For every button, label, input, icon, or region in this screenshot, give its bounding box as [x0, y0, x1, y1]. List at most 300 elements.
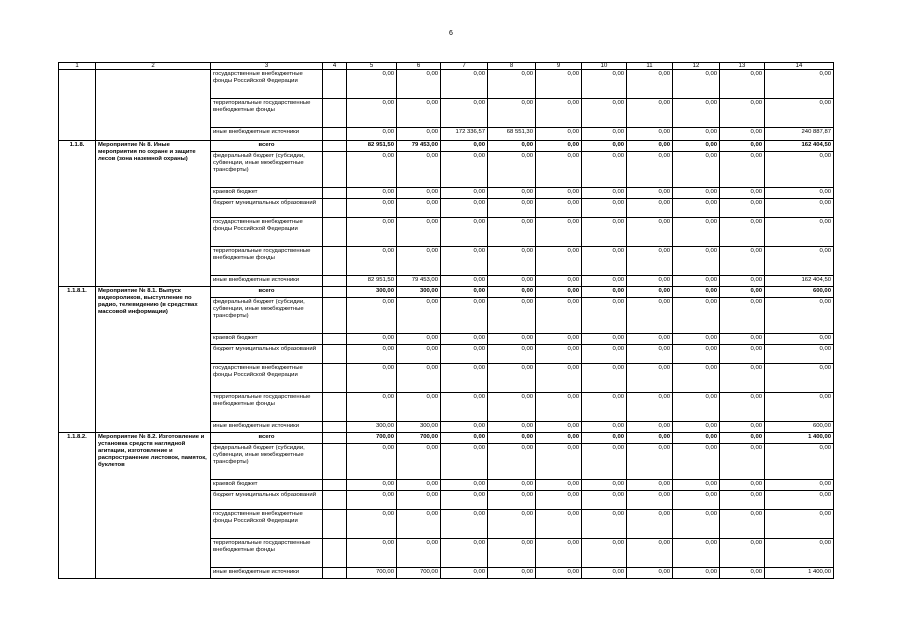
value-cell: 0,00	[673, 99, 720, 128]
value-cell: 0,00	[627, 298, 673, 334]
value-cell: 0,00	[347, 334, 397, 345]
value-cell: 0,00	[441, 491, 488, 510]
value-cell: 0,00	[488, 422, 536, 433]
value-cell: 0,00	[488, 539, 536, 568]
value-cell: 700,00	[347, 568, 397, 579]
value-cell: 0,00	[582, 345, 627, 364]
value-cell: 0,00	[582, 152, 627, 188]
value-cell: 0,00	[720, 298, 765, 334]
value-cell: 0,00	[536, 334, 582, 345]
value-cell: 0,00	[397, 364, 441, 393]
value-cell	[323, 199, 347, 218]
value-cell	[323, 491, 347, 510]
value-cell: 0,00	[720, 287, 765, 298]
value-cell: 0,00	[582, 276, 627, 287]
funding-source: государственные внебюджетные фонды Российской Федерации	[211, 70, 323, 99]
value-cell: 0,00	[720, 99, 765, 128]
value-cell: 0,00	[627, 480, 673, 491]
value-cell: 0,00	[347, 510, 397, 539]
value-cell: 0,00	[673, 491, 720, 510]
value-cell: 0,00	[673, 334, 720, 345]
value-cell: 0,00	[765, 199, 834, 218]
value-cell: 0,00	[627, 568, 673, 579]
value-cell: 0,00	[397, 152, 441, 188]
value-cell: 300,00	[347, 287, 397, 298]
value-cell: 0,00	[720, 444, 765, 480]
value-cell: 0,00	[488, 141, 536, 152]
value-cell: 0,00	[441, 444, 488, 480]
value-cell: 0,00	[488, 334, 536, 345]
value-cell: 0,00	[397, 444, 441, 480]
value-cell: 0,00	[673, 298, 720, 334]
value-cell	[323, 218, 347, 247]
value-cell: 0,00	[720, 276, 765, 287]
column-header-2: 2	[96, 63, 211, 70]
column-header-4: 4	[323, 63, 347, 70]
value-cell: 82 951,50	[347, 141, 397, 152]
value-cell: 300,00	[347, 422, 397, 433]
funding-source: всего	[211, 287, 323, 298]
value-cell: 0,00	[488, 433, 536, 444]
value-cell: 0,00	[673, 539, 720, 568]
value-cell: 0,00	[765, 491, 834, 510]
value-cell: 0,00	[673, 345, 720, 364]
funding-source: иные внебюджетные источники	[211, 568, 323, 579]
value-cell: 0,00	[627, 364, 673, 393]
value-cell: 0,00	[582, 199, 627, 218]
value-cell: 0,00	[347, 70, 397, 99]
value-cell	[323, 128, 347, 141]
value-cell: 0,00	[627, 152, 673, 188]
value-cell: 0,00	[673, 188, 720, 199]
value-cell: 600,00	[765, 422, 834, 433]
value-cell: 0,00	[673, 152, 720, 188]
value-cell: 0,00	[536, 480, 582, 491]
value-cell: 0,00	[488, 491, 536, 510]
value-cell	[323, 433, 347, 444]
value-cell: 0,00	[627, 345, 673, 364]
value-cell: 0,00	[673, 393, 720, 422]
value-cell: 0,00	[627, 218, 673, 247]
funding-source: всего	[211, 141, 323, 152]
value-cell: 0,00	[720, 199, 765, 218]
value-cell: 0,00	[536, 491, 582, 510]
value-cell: 0,00	[441, 480, 488, 491]
value-cell: 0,00	[397, 345, 441, 364]
header-row	[59, 63, 834, 70]
value-cell: 240 887,87	[765, 128, 834, 141]
value-cell: 0,00	[441, 298, 488, 334]
value-cell: 0,00	[627, 99, 673, 128]
value-cell: 0,00	[441, 568, 488, 579]
value-cell: 0,00	[397, 199, 441, 218]
table-row	[59, 70, 834, 99]
value-cell: 0,00	[488, 345, 536, 364]
value-cell: 0,00	[765, 510, 834, 539]
column-header-14: 14	[765, 63, 834, 70]
value-cell: 0,00	[765, 152, 834, 188]
funding-source: федеральный бюджет (субсидии, субвенции, иные межбюджетные трансферты)	[211, 298, 323, 334]
value-cell: 0,00	[673, 218, 720, 247]
value-cell: 0,00	[441, 199, 488, 218]
value-cell: 0,00	[397, 539, 441, 568]
value-cell: 0,00	[673, 444, 720, 480]
value-cell	[323, 345, 347, 364]
funding-source: краевой бюджет	[211, 334, 323, 345]
column-header-1: 1	[59, 63, 96, 70]
activity-name: Мероприятие № 8.2. Изготовление и установка средств наглядной агитации, изготовление и распространение листовок, памяток, буклетов	[96, 433, 211, 579]
value-cell: 162 404,50	[765, 276, 834, 287]
value-cell: 0,00	[720, 141, 765, 152]
value-cell: 0,00	[765, 70, 834, 99]
value-cell	[323, 510, 347, 539]
funding-source: бюджет муниципальных образований	[211, 345, 323, 364]
funding-source: государственные внебюджетные фонды Российской Федерации	[211, 364, 323, 393]
value-cell	[323, 444, 347, 480]
value-cell	[323, 70, 347, 99]
value-cell: 0,00	[397, 298, 441, 334]
value-cell	[323, 539, 347, 568]
value-cell	[323, 298, 347, 334]
value-cell: 0,00	[441, 345, 488, 364]
value-cell: 1 400,00	[765, 568, 834, 579]
value-cell: 0,00	[536, 345, 582, 364]
column-header-11: 11	[627, 63, 673, 70]
value-cell: 0,00	[347, 247, 397, 276]
column-header-6: 6	[397, 63, 441, 70]
value-cell: 0,00	[536, 199, 582, 218]
value-cell: 0,00	[488, 218, 536, 247]
value-cell	[323, 188, 347, 199]
value-cell: 0,00	[397, 128, 441, 141]
value-cell: 0,00	[582, 539, 627, 568]
funding-source: иные внебюджетные источники	[211, 422, 323, 433]
value-cell: 600,00	[765, 287, 834, 298]
value-cell: 0,00	[627, 334, 673, 345]
value-cell: 0,00	[397, 188, 441, 199]
value-cell: 0,00	[627, 444, 673, 480]
value-cell: 0,00	[488, 480, 536, 491]
value-cell	[323, 247, 347, 276]
value-cell: 0,00	[720, 510, 765, 539]
value-cell: 0,00	[673, 510, 720, 539]
value-cell: 0,00	[488, 199, 536, 218]
value-cell: 0,00	[397, 480, 441, 491]
value-cell: 0,00	[488, 287, 536, 298]
value-cell: 0,00	[441, 393, 488, 422]
value-cell: 0,00	[627, 491, 673, 510]
column-header-7: 7	[441, 63, 488, 70]
value-cell: 0,00	[397, 491, 441, 510]
funding-source: краевой бюджет	[211, 188, 323, 199]
value-cell: 0,00	[720, 422, 765, 433]
value-cell: 0,00	[441, 70, 488, 99]
value-cell: 0,00	[673, 568, 720, 579]
value-cell: 0,00	[441, 152, 488, 188]
value-cell: 0,00	[627, 188, 673, 199]
table-row	[59, 287, 834, 298]
value-cell: 0,00	[441, 287, 488, 298]
value-cell: 0,00	[536, 276, 582, 287]
activity-name: Мероприятие № 8.1. Выпуск видеороликов, выступление по радио, телевидению (в средствах массовой информации)	[96, 287, 211, 433]
value-cell: 0,00	[582, 568, 627, 579]
value-cell: 0,00	[627, 393, 673, 422]
activity-name	[96, 70, 211, 141]
value-cell: 0,00	[673, 287, 720, 298]
value-cell: 0,00	[536, 444, 582, 480]
funding-source: федеральный бюджет (субсидии, субвенции, иные межбюджетные трансферты)	[211, 444, 323, 480]
value-cell: 0,00	[441, 188, 488, 199]
value-cell: 0,00	[627, 287, 673, 298]
value-cell: 0,00	[582, 444, 627, 480]
funding-source: краевой бюджет	[211, 480, 323, 491]
value-cell: 0,00	[582, 287, 627, 298]
value-cell: 0,00	[582, 141, 627, 152]
value-cell: 0,00	[627, 276, 673, 287]
value-cell: 0,00	[627, 199, 673, 218]
row-id: 1.1.8.1.	[59, 287, 96, 433]
value-cell: 0,00	[582, 70, 627, 99]
row-id: 1.1.8.	[59, 141, 96, 287]
value-cell: 0,00	[347, 128, 397, 141]
value-cell: 0,00	[765, 444, 834, 480]
column-header-5: 5	[347, 63, 397, 70]
value-cell: 0,00	[720, 70, 765, 99]
column-header-12: 12	[673, 63, 720, 70]
value-cell: 0,00	[536, 298, 582, 334]
value-cell: 0,00	[765, 99, 834, 128]
value-cell: 172 336,57	[441, 128, 488, 141]
activity-name: Мероприятие № 8. Иные мероприятия по охране и защите лесов (зона наземной охраны)	[96, 141, 211, 287]
value-cell: 0,00	[720, 334, 765, 345]
value-cell	[323, 393, 347, 422]
value-cell: 0,00	[488, 247, 536, 276]
value-cell: 700,00	[397, 433, 441, 444]
value-cell: 0,00	[582, 480, 627, 491]
funding-source: территориальные государственные внебюджетные фонды	[211, 247, 323, 276]
value-cell: 0,00	[582, 433, 627, 444]
value-cell: 0,00	[582, 393, 627, 422]
value-cell: 0,00	[441, 422, 488, 433]
value-cell: 0,00	[720, 345, 765, 364]
value-cell: 0,00	[441, 510, 488, 539]
value-cell: 0,00	[536, 287, 582, 298]
value-cell: 0,00	[582, 422, 627, 433]
column-header-3: 3	[211, 63, 323, 70]
value-cell: 0,00	[441, 141, 488, 152]
value-cell: 0,00	[536, 152, 582, 188]
value-cell: 0,00	[347, 199, 397, 218]
value-cell: 0,00	[347, 480, 397, 491]
value-cell: 0,00	[765, 218, 834, 247]
value-cell: 0,00	[536, 70, 582, 99]
value-cell: 0,00	[673, 276, 720, 287]
value-cell: 0,00	[673, 433, 720, 444]
value-cell: 0,00	[627, 70, 673, 99]
funding-source: иные внебюджетные источники	[211, 276, 323, 287]
value-cell: 0,00	[488, 364, 536, 393]
value-cell: 68 551,30	[488, 128, 536, 141]
value-cell: 0,00	[765, 334, 834, 345]
value-cell: 0,00	[582, 364, 627, 393]
value-cell: 0,00	[582, 188, 627, 199]
value-cell: 0,00	[397, 70, 441, 99]
value-cell: 0,00	[536, 510, 582, 539]
value-cell: 0,00	[627, 422, 673, 433]
value-cell	[323, 287, 347, 298]
value-cell: 0,00	[347, 218, 397, 247]
value-cell	[323, 364, 347, 393]
value-cell: 0,00	[347, 364, 397, 393]
value-cell: 0,00	[627, 510, 673, 539]
value-cell: 0,00	[441, 218, 488, 247]
value-cell: 0,00	[536, 393, 582, 422]
value-cell	[323, 141, 347, 152]
value-cell: 0,00	[720, 247, 765, 276]
value-cell: 0,00	[488, 568, 536, 579]
funding-source: территориальные государственные внебюджетные фонды	[211, 99, 323, 128]
value-cell: 0,00	[582, 491, 627, 510]
value-cell: 0,00	[627, 247, 673, 276]
value-cell: 0,00	[441, 539, 488, 568]
value-cell: 0,00	[397, 99, 441, 128]
value-cell: 0,00	[488, 298, 536, 334]
value-cell: 300,00	[397, 422, 441, 433]
value-cell: 0,00	[627, 128, 673, 141]
value-cell: 0,00	[720, 433, 765, 444]
value-cell: 0,00	[720, 188, 765, 199]
value-cell: 0,00	[536, 188, 582, 199]
column-header-13: 13	[720, 63, 765, 70]
value-cell: 0,00	[536, 364, 582, 393]
value-cell	[323, 152, 347, 188]
value-cell: 0,00	[765, 247, 834, 276]
value-cell: 0,00	[536, 433, 582, 444]
value-cell	[323, 276, 347, 287]
value-cell: 0,00	[765, 188, 834, 199]
row-id: 1.1.8.2.	[59, 433, 96, 579]
value-cell: 0,00	[582, 247, 627, 276]
value-cell: 0,00	[673, 128, 720, 141]
value-cell: 0,00	[720, 491, 765, 510]
funding-source: федеральный бюджет (субсидии, субвенции, иные межбюджетные трансферты)	[211, 152, 323, 188]
value-cell: 300,00	[397, 287, 441, 298]
value-cell: 0,00	[673, 70, 720, 99]
value-cell: 0,00	[488, 393, 536, 422]
budget-table	[58, 62, 834, 579]
value-cell: 1 400,00	[765, 433, 834, 444]
value-cell: 0,00	[720, 128, 765, 141]
value-cell: 0,00	[673, 364, 720, 393]
value-cell: 0,00	[397, 334, 441, 345]
value-cell	[323, 334, 347, 345]
value-cell: 0,00	[397, 510, 441, 539]
value-cell: 0,00	[720, 539, 765, 568]
value-cell	[323, 422, 347, 433]
value-cell: 0,00	[347, 393, 397, 422]
value-cell: 0,00	[582, 510, 627, 539]
value-cell: 0,00	[347, 99, 397, 128]
row-id	[59, 70, 96, 141]
value-cell: 0,00	[347, 188, 397, 199]
value-cell: 0,00	[347, 444, 397, 480]
value-cell: 0,00	[536, 247, 582, 276]
value-cell: 0,00	[536, 218, 582, 247]
value-cell: 0,00	[441, 364, 488, 393]
value-cell: 0,00	[765, 393, 834, 422]
funding-source: иные внебюджетные источники	[211, 128, 323, 141]
table-body	[59, 63, 834, 579]
value-cell: 0,00	[347, 345, 397, 364]
value-cell: 0,00	[582, 128, 627, 141]
value-cell: 0,00	[720, 393, 765, 422]
value-cell: 0,00	[347, 491, 397, 510]
value-cell: 0,00	[673, 422, 720, 433]
funding-source: территориальные государственные внебюджетные фонды	[211, 539, 323, 568]
value-cell: 0,00	[488, 444, 536, 480]
value-cell: 0,00	[488, 276, 536, 287]
value-cell: 0,00	[441, 247, 488, 276]
value-cell: 0,00	[582, 298, 627, 334]
value-cell: 0,00	[582, 218, 627, 247]
value-cell: 0,00	[673, 199, 720, 218]
value-cell: 0,00	[441, 334, 488, 345]
value-cell: 0,00	[582, 99, 627, 128]
value-cell	[323, 568, 347, 579]
value-cell: 0,00	[441, 99, 488, 128]
value-cell: 0,00	[536, 128, 582, 141]
value-cell: 162 404,50	[765, 141, 834, 152]
value-cell: 0,00	[397, 218, 441, 247]
value-cell: 0,00	[536, 422, 582, 433]
column-header-9: 9	[536, 63, 582, 70]
value-cell: 0,00	[536, 141, 582, 152]
column-header-8: 8	[488, 63, 536, 70]
value-cell: 0,00	[488, 99, 536, 128]
table-row	[59, 141, 834, 152]
value-cell: 0,00	[765, 364, 834, 393]
value-cell	[323, 99, 347, 128]
funding-source: государственные внебюджетные фонды Российской Федерации	[211, 510, 323, 539]
funding-source: территориальные государственные внебюджетные фонды	[211, 393, 323, 422]
value-cell: 700,00	[397, 568, 441, 579]
page-number: 6	[449, 30, 453, 37]
funding-source: бюджет муниципальных образований	[211, 491, 323, 510]
value-cell: 0,00	[720, 568, 765, 579]
value-cell: 0,00	[765, 298, 834, 334]
value-cell: 0,00	[627, 141, 673, 152]
value-cell: 0,00	[441, 433, 488, 444]
value-cell: 0,00	[488, 70, 536, 99]
value-cell: 0,00	[488, 152, 536, 188]
value-cell: 0,00	[488, 510, 536, 539]
value-cell: 0,00	[673, 141, 720, 152]
value-cell: 79 453,00	[397, 141, 441, 152]
value-cell: 0,00	[536, 539, 582, 568]
value-cell: 0,00	[397, 247, 441, 276]
funding-source: бюджет муниципальных образований	[211, 199, 323, 218]
value-cell: 0,00	[673, 247, 720, 276]
value-cell: 0,00	[720, 480, 765, 491]
value-cell: 700,00	[347, 433, 397, 444]
value-cell	[323, 480, 347, 491]
value-cell: 0,00	[347, 298, 397, 334]
value-cell: 0,00	[720, 364, 765, 393]
value-cell: 0,00	[673, 480, 720, 491]
value-cell: 0,00	[536, 568, 582, 579]
value-cell: 0,00	[627, 433, 673, 444]
value-cell: 0,00	[488, 188, 536, 199]
